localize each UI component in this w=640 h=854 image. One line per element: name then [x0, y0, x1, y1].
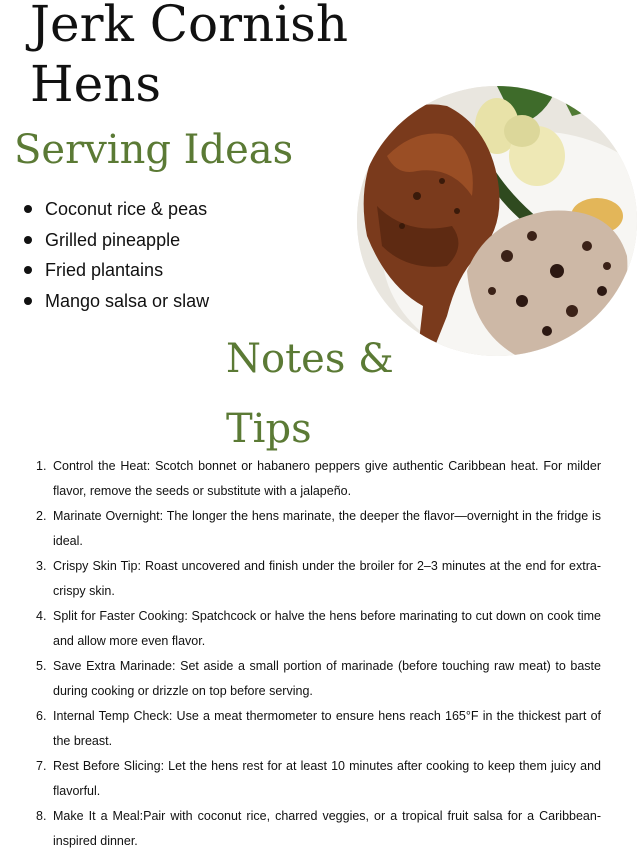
- list-item-text: Save Extra Marinade: Set aside a small portion of marinade (before touching raw meat) to baste during cooking or drizzle on top before serving.: [53, 659, 601, 698]
- notes-tips-list: [36, 454, 601, 854]
- list-item: [36, 504, 601, 554]
- jerk-hen-photo: [357, 86, 637, 356]
- serving-ideas-heading: Serving Ideas: [14, 127, 294, 173]
- list-item-text: Internal Temp Check: Use a meat thermometer to ensure hens reach 165°F in the thickest part of the breast.: [53, 709, 601, 748]
- list-item-number: 7.: [36, 759, 47, 773]
- jerk-hen-with-rice-and-peas-photo-icon: [357, 86, 637, 356]
- list-item: [36, 654, 601, 704]
- list-item: [36, 804, 601, 854]
- list-item-number: 2.: [36, 509, 47, 523]
- list-item-text: Make It a Meal:Pair with coconut rice, charred veggies, or a tropical fruit salsa for a Caribbean-inspired dinner.: [53, 809, 601, 848]
- list-item: [36, 754, 601, 804]
- list-item: [36, 554, 601, 604]
- recipe-title: [30, 0, 348, 114]
- list-item-text: Rest Before Slicing: Let the hens rest for at least 10 minutes after cooking to keep them juicy and flavorful.: [53, 759, 601, 798]
- list-item: [36, 704, 601, 754]
- list-item-text: Split for Faster Cooking: Spatchcock or halve the hens before marinating to cut down on cook time and allow more even flavor.: [53, 609, 601, 648]
- list-item-text: Control the Heat: Scotch bonnet or habanero peppers give authentic Caribbean heat. For milder flavor, remove the seeds or substitute with a jalapeño.: [53, 459, 601, 498]
- list-item: Coconut rice & peas: [22, 194, 212, 225]
- notes-tips-heading: Notes & Tips: [226, 336, 394, 452]
- serving-ideas-list: [22, 194, 212, 316]
- list-item-number: 6.: [36, 709, 47, 723]
- list-item: Fried plantains: [22, 255, 212, 286]
- list-item-number: 4.: [36, 609, 47, 623]
- list-item-number: 1.: [36, 459, 47, 473]
- list-item-number: 8.: [36, 809, 47, 823]
- list-item: [36, 454, 601, 504]
- recipe-title-line-1: Jerk Cornish: [30, 0, 349, 53]
- list-item-number: 5.: [36, 659, 47, 673]
- list-item: Mango salsa or slaw: [22, 286, 212, 317]
- list-item-text: Crispy Skin Tip: Roast uncovered and finish under the broiler for 2–3 minutes at the end for extra-crispy skin.: [53, 559, 601, 598]
- list-item: [36, 604, 601, 654]
- recipe-title-line-2: Hens: [30, 55, 162, 113]
- list-item-number: 3.: [36, 559, 47, 573]
- list-item-text: Marinate Overnight: The longer the hens marinate, the deeper the flavor—overnight in the fridge is ideal.: [53, 509, 601, 548]
- list-item: Grilled pineapple: [22, 225, 212, 256]
